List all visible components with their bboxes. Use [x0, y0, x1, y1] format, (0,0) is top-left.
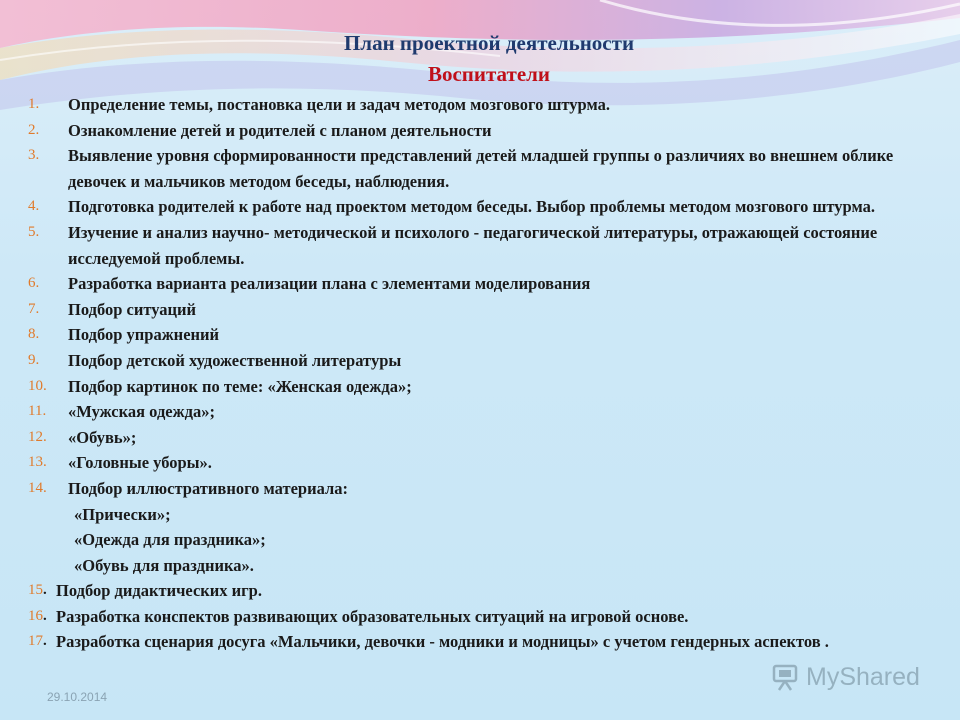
- item-text: Разработка сценария досуга «Мальчики, девочки - модники и модницы» с учетом гендерных аспектов .: [56, 632, 829, 652]
- list-item: [28, 322, 953, 348]
- list-item: [28, 476, 953, 502]
- item-number: 4.: [28, 198, 40, 215]
- item-number: 14.: [28, 479, 47, 496]
- item-number: 5.: [28, 223, 40, 240]
- item-number: 9.: [28, 351, 40, 368]
- item-number: 15.: [28, 582, 47, 599]
- item-number: 12.: [28, 428, 47, 445]
- item-text: Подбор иллюстративного материала:: [68, 478, 348, 498]
- plan-list: [28, 92, 953, 655]
- list-item: [28, 604, 953, 630]
- item-number: 3.: [28, 147, 40, 164]
- item-number: 8.: [28, 326, 40, 343]
- item-text: Подготовка родителей к работе над проектом методом беседы. Выбор проблемы методом мозгового штурма.: [68, 197, 875, 217]
- sub-list-item: [28, 553, 953, 579]
- item-number: 2.: [28, 121, 40, 138]
- item-text: Подбор упражнений: [68, 325, 220, 345]
- item-number: 13.: [28, 454, 47, 471]
- list-item: [28, 348, 953, 374]
- sub-list-item: [28, 502, 953, 528]
- list-item: [28, 220, 953, 271]
- item-text: Подбор дидактических игр.: [56, 581, 262, 601]
- item-number: 1.: [28, 96, 40, 112]
- item-text: «Обувь»;: [68, 427, 137, 447]
- page-subtitle: Воспитатели: [427, 62, 551, 86]
- presentation-icon: [770, 662, 800, 692]
- logo-text: MyShared: [806, 662, 920, 691]
- list-item: [28, 92, 953, 118]
- list-item: [28, 194, 953, 220]
- item-text: «Головные уборы».: [68, 453, 212, 473]
- page-title: План проектной деятельности: [343, 31, 635, 55]
- item-text: Подбор ситуаций: [68, 299, 197, 319]
- sub-list-item: [28, 527, 953, 553]
- item-text: Изучение и анализ научно- методической и психолого - педагогической литературы, отражающей состояние исследуемой проблемы.: [68, 222, 878, 268]
- slide-date: 29.10.2014: [47, 690, 108, 704]
- item-text: Ознакомление детей и родителей с планом деятельности: [68, 120, 492, 140]
- item-text: Разработка конспектов развивающих образовательных ситуаций на игровой основе.: [56, 606, 689, 626]
- list-item: [28, 271, 953, 297]
- item-number: 7.: [28, 300, 40, 317]
- list-item: [28, 118, 953, 144]
- item-number: 10.: [28, 377, 47, 394]
- list-item: [28, 399, 953, 425]
- sub-item-text: «Одежда для праздника»;: [74, 530, 266, 550]
- item-text: Подбор детской художественной литературы: [68, 350, 402, 370]
- list-item: [28, 578, 953, 604]
- list-item: [28, 143, 953, 194]
- item-text: «Мужская одежда»;: [68, 402, 215, 422]
- item-number: 16.: [28, 607, 47, 624]
- sub-item-text: «Прически»;: [74, 504, 171, 524]
- item-number: 6.: [28, 275, 40, 292]
- list-item: [28, 297, 953, 323]
- watermark-logo: [770, 660, 930, 694]
- list-item: [28, 425, 953, 451]
- list-item: [28, 629, 953, 655]
- sub-item-text: «Обувь для праздника».: [74, 555, 254, 575]
- item-text: Определение темы, постановка цели и задач методом мозгового штурма.: [68, 95, 610, 114]
- item-text: Разработка варианта реализации плана с элементами моделирования: [68, 274, 591, 294]
- item-number: 17.: [28, 633, 47, 650]
- list-item: [28, 374, 953, 400]
- list-item: [28, 450, 953, 476]
- item-text: Подбор картинок по теме: «Женская одежда»;: [68, 376, 412, 396]
- item-text: Выявление уровня сформированности представлений детей младшей группы о различиях во внешнем облике девочек и мальчиков методом беседы, наблюдения.: [68, 146, 894, 191]
- item-number: 11.: [28, 403, 47, 420]
